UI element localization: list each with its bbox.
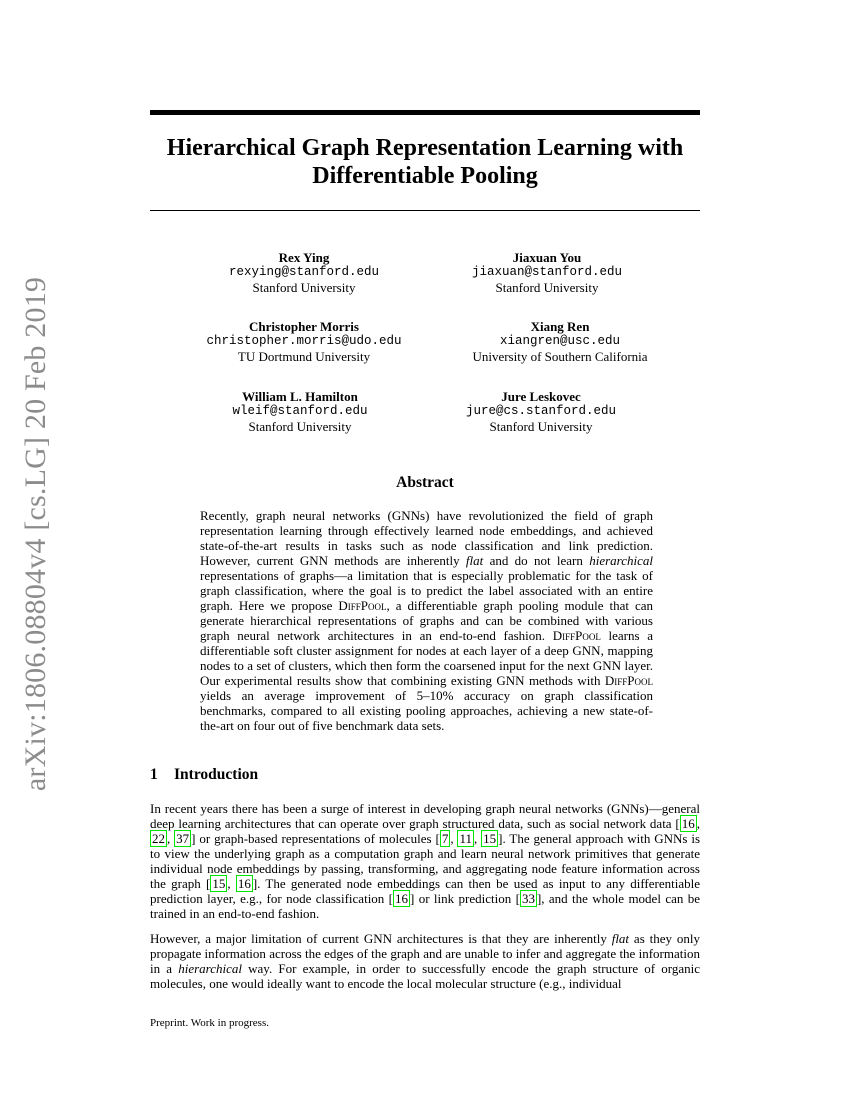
author-affiliation: Stanford University [252, 280, 356, 295]
text-segment: In recent years there has been a surge of interest in developing graph neural networks (GNNs)—general deep learning architectures that can operate over graph structured data, such as social network data [150, 801, 700, 831]
text-segment: or link prediction [414, 891, 516, 906]
arxiv-stamp: arXiv:1806.08804v4 [cs.LG] 20 Feb 2019 [19, 276, 52, 792]
author-block [154, 319, 454, 364]
abstract-segment: Recently, graph neural networks (GNNs) have revolutionized the field of graph representation learning through effectively learned node embeddings, and achieved state-of-the-art results in tasks such as node classification and link prediction. However, current GNN methods are inherently [200, 508, 653, 568]
text-segment: . The generated node embeddings can then be used as input to any differentiable prediction layer, e.g., for node classification [150, 876, 700, 906]
author-name: William L. Hamilton [242, 389, 358, 404]
author-affiliation: Stanford University [489, 419, 593, 434]
citation-group: [ 7 , 11 , 15 ] [435, 831, 503, 846]
text-segment: or graph-based representations of molecules [195, 831, 436, 846]
method-name: DiffPool [552, 628, 601, 643]
citation-link[interactable]: 11 [459, 831, 473, 846]
section-number: 1 [150, 766, 158, 783]
author-email: jure@cs.stanford.edu [465, 404, 617, 418]
author-email: jiaxuan@stanford.edu [471, 265, 623, 279]
title-top-rule [150, 110, 700, 115]
author-affiliation: University of Southern California [472, 349, 648, 364]
text-segment: as they only propagate information across the edges of the graph and are unable to infer and aggregate the information in a [150, 931, 700, 976]
text-segment: . The general approach with GNNs is to view the underlying graph as a computation graph and learn neural network primitives that generate individual node embeddings by passing, transforming, and aggregating node feature information across the graph [150, 831, 701, 891]
author-block [410, 319, 710, 364]
abstract-segment: , a differentiable graph pooling module that can generate hierarchical representations of graphs and can be combined with various graph neural network architectures in an end-to-end fashion. [200, 598, 653, 643]
author-email: wleif@stanford.edu [232, 404, 368, 418]
section-title: Introduction [174, 766, 259, 783]
emphasis: flat [611, 931, 630, 946]
abstract-segment: representations of graphs—a limitation that is especially problematic for the task of graph classification, where the goal is to predict the label associated with an entire graph. Here we propose [200, 568, 653, 613]
citation-link[interactable]: 16 [395, 891, 409, 906]
author-affiliation: TU Dortmund University [237, 349, 371, 364]
title-line-2: Differentiable Pooling [312, 163, 538, 189]
author-email: xiangren@usc.edu [499, 334, 621, 348]
intro-paragraph-2 [150, 931, 700, 991]
citation-group: [ 15 , 16 ] [205, 876, 258, 891]
citation-group: [ 33 ] [515, 891, 542, 906]
method-name: DiffPool [604, 673, 653, 688]
abstract-segment: learns a differentiable soft cluster assignment for nodes at each layer of a deep GNN, mapping nodes to a set of clusters, which then form the coarsened input for the next GNN layer. Our experimental results show that combining existing GNN methods with [200, 628, 654, 688]
author-affiliation: Stanford University [248, 419, 352, 434]
abstract-segment: and do not learn [483, 553, 590, 568]
author-name: Jiaxuan You [512, 250, 582, 265]
text-segment: , and the whole model can be trained in an end-to-end fashion. [150, 891, 700, 921]
emphasis: hierarchical [178, 961, 242, 976]
abstract-emphasis: hierarchical [589, 553, 653, 568]
citation-link[interactable]: 15 [212, 876, 226, 891]
citation-link[interactable]: 22 [152, 831, 165, 846]
author-affiliation: Stanford University [495, 280, 599, 295]
abstract-emphasis: flat [465, 553, 484, 568]
citation-link[interactable]: 37 [176, 831, 190, 846]
citation-link[interactable]: 15 [483, 831, 497, 846]
citation-group: [ 16 ] [388, 891, 415, 906]
citation-link[interactable]: 16 [237, 876, 251, 891]
paper-title [150, 134, 700, 190]
text-segment: However, a major limitation of current GNN architectures is that they are inherently [150, 931, 612, 946]
abstract-text [200, 508, 653, 733]
title-line-1: Hierarchical Graph Representation Learning with [166, 135, 684, 161]
citation-group: [ 16 , 22 , 37 ] [152, 816, 700, 846]
author-name: Rex Ying [278, 250, 330, 265]
abstract-segment: yields an average improvement of 5–10% accuracy on graph classification benchmarks, compared to all existing pooling approaches, achieving a new state-of-the-art on four out of five benchmark data sets. [200, 688, 653, 733]
author-name: Jure Leskovec [501, 389, 581, 404]
citation-link[interactable]: 33 [521, 891, 535, 906]
author-email: rexying@stanford.edu [228, 265, 380, 279]
author-name: Xiang Ren [530, 319, 590, 334]
author-block [391, 389, 691, 434]
author-email: christopher.morris@udo.edu [206, 334, 402, 348]
abstract-heading: Abstract [396, 474, 454, 491]
method-name: DiffPool [338, 598, 387, 613]
section-heading [150, 766, 258, 784]
citation-link[interactable]: 7 [441, 831, 449, 846]
author-block [397, 250, 697, 295]
text-segment: way. For example, in order to successfully encode the graph structure of organic molecules, one would ideally want to encode the local molecular structure (e.g., individual [150, 961, 700, 991]
author-name: Christopher Morris [249, 319, 359, 334]
footer-note: Preprint. Work in progress. [150, 1017, 269, 1029]
citation-link[interactable]: 16 [681, 816, 695, 831]
intro-paragraph-1 [150, 801, 700, 921]
title-bottom-rule [150, 210, 700, 211]
